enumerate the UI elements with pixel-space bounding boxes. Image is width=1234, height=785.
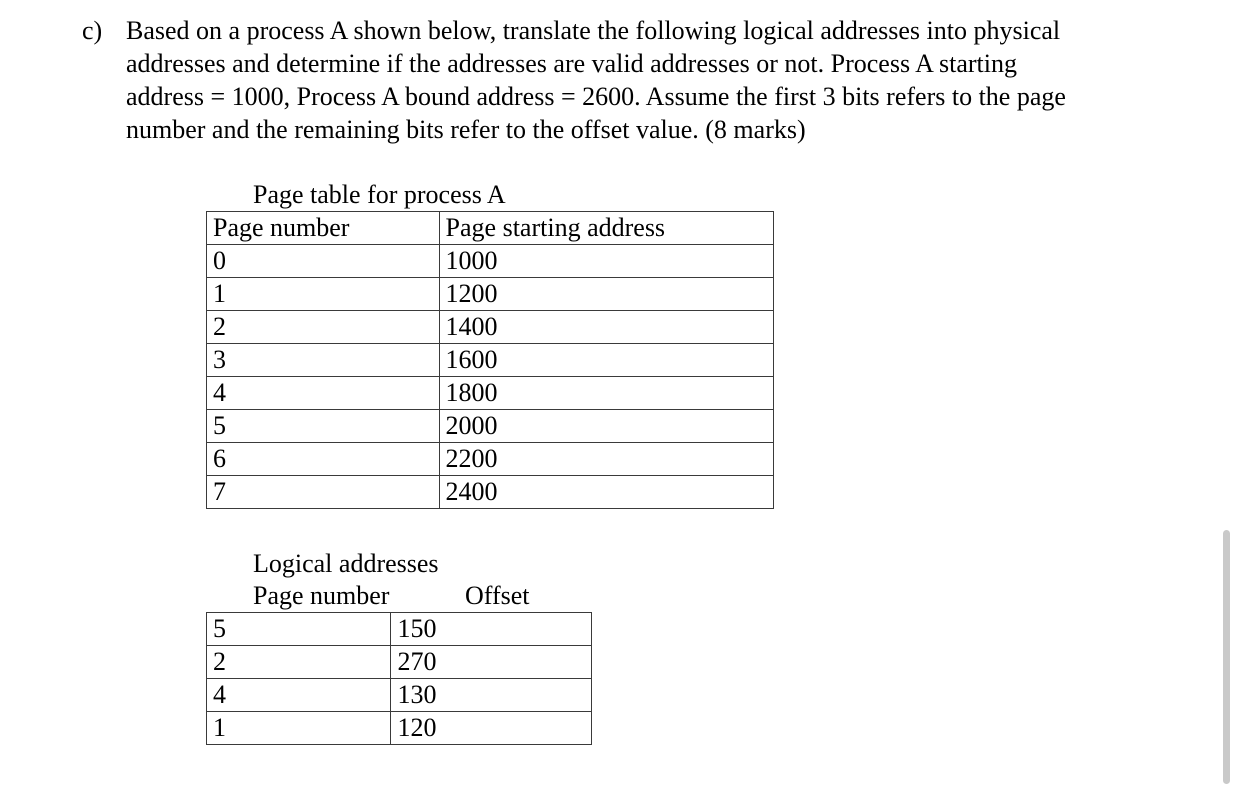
- logical-page-cell: 1: [207, 712, 391, 745]
- page-start-address-cell: 1000: [439, 245, 773, 278]
- table-row: [207, 646, 592, 679]
- logical-col-page-number: Page number: [253, 581, 390, 610]
- logical-page-cell: 2: [207, 646, 391, 679]
- table-row: [207, 613, 592, 646]
- page-number-cell: 7: [207, 476, 440, 509]
- logical-page-cell: 4: [207, 679, 391, 712]
- page-number-cell: 1: [207, 278, 440, 311]
- page-number-cell: 4: [207, 377, 440, 410]
- page-number-cell: 0: [207, 245, 440, 278]
- page-start-address-cell: 2200: [439, 443, 773, 476]
- page-start-address-cell: 1800: [439, 377, 773, 410]
- page-table: [206, 211, 774, 509]
- logical-page-cell: 5: [207, 613, 391, 646]
- page-number-cell: 6: [207, 443, 440, 476]
- logical-col-offset: Offset: [465, 581, 530, 610]
- logical-offset-cell: 130: [391, 679, 592, 712]
- table-row: [207, 311, 774, 344]
- page-number-cell: 2: [207, 311, 440, 344]
- logical-addresses-table: [206, 612, 592, 745]
- header-page-number: Page number: [207, 212, 440, 245]
- page-number-cell: 5: [207, 410, 440, 443]
- table-row: [207, 344, 774, 377]
- page-table-caption: Page table for process A: [253, 180, 506, 209]
- question-label: c): [82, 16, 103, 45]
- page-start-address-cell: 2000: [439, 410, 773, 443]
- page-start-address-cell: 1400: [439, 311, 773, 344]
- table-row: [207, 443, 774, 476]
- table-header-row: [207, 212, 774, 245]
- question-line: address = 1000, Process A bound address = 2600. Assume the first 3 bits refers to the page: [126, 82, 1066, 111]
- question-line: addresses and determine if the addresses are valid addresses or not. Process A starting: [126, 49, 1017, 78]
- question-line: Based on a process A shown below, translate the following logical addresses into physical: [126, 16, 1061, 45]
- page-start-address-cell: 1200: [439, 278, 773, 311]
- table-row: [207, 679, 592, 712]
- page-number-cell: 3: [207, 344, 440, 377]
- table-row: [207, 712, 592, 745]
- logical-offset-cell: 150: [391, 613, 592, 646]
- vertical-scrollbar[interactable]: [1223, 530, 1230, 784]
- logical-addresses-caption: Logical addresses: [253, 549, 439, 578]
- table-row: [207, 410, 774, 443]
- question-line: number and the remaining bits refer to the offset value. (8 marks): [126, 115, 806, 144]
- table-row: [207, 377, 774, 410]
- table-row: [207, 278, 774, 311]
- logical-offset-cell: 120: [391, 712, 592, 745]
- table-row: [207, 245, 774, 278]
- logical-offset-cell: 270: [391, 646, 592, 679]
- question-text: [126, 14, 1162, 146]
- page-start-address-cell: 1600: [439, 344, 773, 377]
- page-start-address-cell: 2400: [439, 476, 773, 509]
- table-row: [207, 476, 774, 509]
- header-page-starting-address: Page starting address: [439, 212, 773, 245]
